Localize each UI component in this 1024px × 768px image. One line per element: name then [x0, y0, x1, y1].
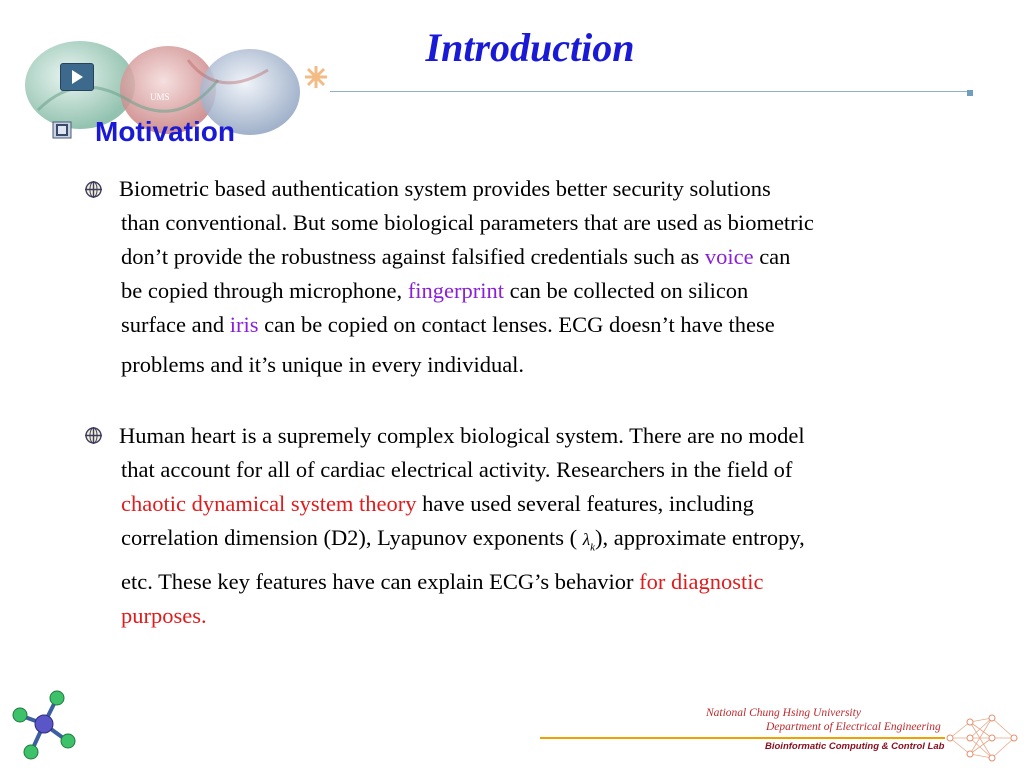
bullet-paragraph-heart [121, 419, 1011, 633]
header-divider-dot [967, 90, 973, 96]
bullet-paragraph-biometrics [121, 172, 1011, 382]
globe-icon [84, 426, 103, 445]
book-icon [52, 121, 72, 139]
section-heading: Motivation [95, 116, 235, 147]
text-line [121, 599, 1011, 633]
globe-icon [84, 180, 103, 199]
text-line: problems and it’s unique in every individual. [121, 352, 525, 377]
text-line: than conventional. But some biological parameters that are used as biometric [121, 210, 814, 235]
molecule-icon [4, 684, 84, 764]
highlight-iris: iris [229, 312, 259, 337]
footer-department: Department of Electrical Engineering [766, 721, 941, 733]
text-line: that account for all of cardiac electrical activity. Researchers in the field of [121, 457, 793, 482]
neural-network-icon [940, 710, 1024, 766]
highlight-chaotic-theory: chaotic dynamical system theory [121, 491, 417, 516]
footer-divider [540, 737, 945, 739]
slide-title: Introduction [425, 25, 635, 70]
text-line: surface and iris can be copied on contact lenses. ECG doesn’t have these [121, 312, 775, 337]
text-line: correlation dimension (D2), Lyapunov exponents ( $\lambda_k$), approximate entropy, [121, 525, 805, 554]
highlight-diagnostic: for diagnostic [639, 568, 764, 594]
text-line: Human heart is a supremely complex biological system. There are no model [119, 423, 805, 448]
text-line: be copied through microphone, fingerprint can be collected on silicon [121, 278, 749, 303]
highlight-fingerprint: fingerprint [407, 278, 505, 303]
text-line: don’t provide the robustness against falsified credentials such as voice can [121, 244, 791, 269]
text-line: Biometric based authentication system provides better security solutions [119, 176, 771, 201]
highlight-purposes: purposes. [121, 602, 207, 628]
lambda-subscript: k [590, 541, 596, 554]
play-button[interactable] [60, 63, 94, 91]
text-line: etc. These key features have can explain ECG’s behavior for diagnostic [121, 568, 764, 594]
footer [540, 700, 1024, 768]
play-icon [72, 70, 83, 84]
svg-text:UMS: UMS [150, 92, 170, 102]
footer-lab-name: Bioinformatic Computing & Control Lab [765, 741, 945, 752]
text-line: chaotic dynamical system theory have used several features, including [121, 491, 754, 516]
lambda-symbol: λ [582, 530, 591, 549]
highlight-voice: voice [704, 244, 754, 269]
footer-university: National Chung Hsing University [706, 707, 861, 719]
header-divider [330, 91, 970, 92]
